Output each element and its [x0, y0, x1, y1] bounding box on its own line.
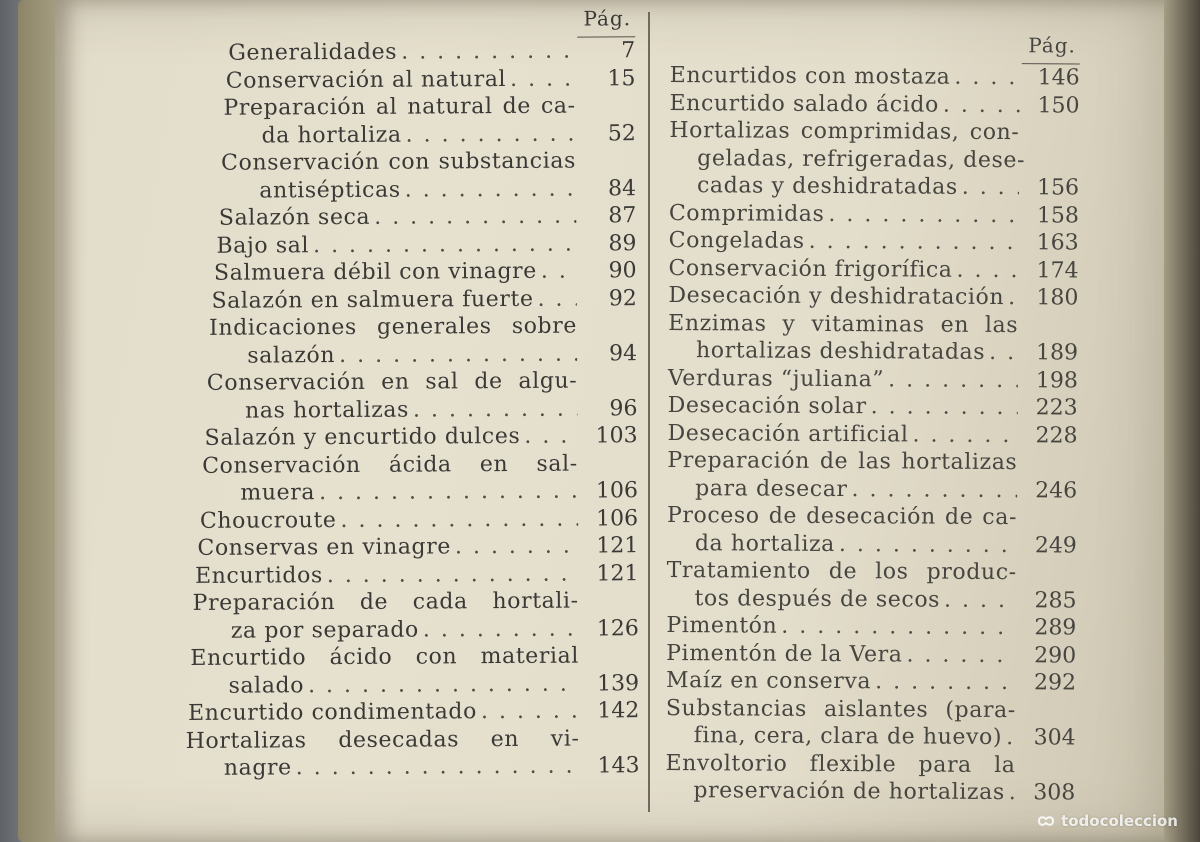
toc-entry-line: [666, 584, 1076, 614]
toc-page-number: 198: [1035, 367, 1078, 393]
toc-entry-title: Preparación de las hortalizas: [667, 447, 1018, 476]
toc-entry-title: Pimentón: [666, 612, 778, 639]
toc-entry-line: [666, 722, 1076, 752]
toc-entry-line: [185, 752, 640, 782]
page-column-header-left: [180, 5, 635, 40]
leader-dots: [524, 423, 577, 451]
leader-dots: [327, 560, 579, 589]
toc-entry-line: [182, 340, 637, 370]
leader-dots: [510, 65, 575, 93]
leader-dots: [956, 256, 1018, 284]
toc-entry-title: Desecación solar: [667, 392, 867, 420]
toc-entry-title: hortalizas deshidratadas: [695, 338, 986, 365]
leader-dots: [374, 203, 576, 232]
leader-dots: [296, 753, 580, 782]
leader-dots: [888, 366, 1018, 394]
watermark: [1037, 812, 1178, 830]
toc-entry-line: [184, 615, 639, 645]
toc-entry-title: Bajo sal: [216, 232, 310, 259]
toc-entry-title: Proceso de desecación de ca-: [666, 502, 1018, 531]
toc-page-number: 84: [608, 175, 637, 201]
toc-entry-line: [667, 502, 1077, 532]
toc-entry-line: [668, 364, 1078, 394]
toc-entry-title: Encurtidos: [194, 562, 323, 589]
toc-entry-line: [669, 117, 1079, 147]
toc-page-number: 106: [596, 505, 639, 531]
toc-page-number: 139: [597, 670, 640, 696]
leader-dots: [989, 339, 1018, 367]
toc-page-number: 121: [596, 533, 639, 559]
toc-entry-title: Maíz en conserva: [665, 667, 872, 695]
toc-page-number: 150: [1037, 92, 1080, 119]
toc-entry-title: Encurtido salado ácido: [669, 90, 939, 118]
toc-page-number: 292: [1033, 670, 1077, 696]
leader-dots: [839, 531, 1017, 560]
toc-entry-title: Salazón seca: [218, 204, 371, 231]
toc-entry-line: [182, 312, 637, 342]
toc-page-number: 189: [1035, 340, 1079, 366]
leader-dots: [944, 586, 1017, 614]
toc-entry-line: [182, 395, 637, 425]
toc-page-number: 52: [607, 120, 636, 146]
toc-entry-line: [183, 532, 638, 562]
toc-page-number: 103: [595, 423, 638, 449]
toc-entry-line: [665, 749, 1075, 779]
leader-dots: [954, 64, 1019, 92]
toc-entry-line: [665, 777, 1075, 807]
toc-entry-title: Salazón y encurtido dulces: [204, 423, 521, 451]
toc-page-number: 89: [608, 230, 637, 256]
toc-entry-line: [181, 202, 636, 232]
toc-entry-title: Salazón en salmuera fuerte: [211, 286, 534, 314]
toc-entry-line: [183, 560, 638, 590]
leader-dots: [1006, 724, 1016, 752]
toc-entry-line: [669, 144, 1079, 174]
toc-column-left: [180, 5, 640, 782]
toc-entry-title: Pimentón de la Vera: [666, 640, 903, 667]
leader-dots: [405, 175, 577, 204]
toc-page-number: 96: [609, 395, 638, 421]
toc-entry-line: [183, 450, 638, 480]
leader-dots: [828, 200, 1019, 229]
toc-entry-title: salado: [228, 672, 305, 699]
toc-entry-title: salazón: [247, 342, 336, 369]
leader-dots: [906, 641, 1016, 669]
toc-page-number: 146: [1037, 65, 1080, 91]
toc-entry-line: [668, 282, 1078, 312]
toc-entry-line: [183, 505, 638, 535]
toc-entry-title: Envoltorio flexible para la: [665, 750, 1016, 778]
toc-entry-title: Conservación frigorífica: [668, 255, 953, 283]
toc-page-number: 158: [1036, 202, 1079, 229]
toc-entry-line: [667, 447, 1077, 477]
toc-entry-line: [182, 257, 637, 287]
toc-entry-title: Indicaciones generales sobre: [209, 313, 578, 341]
toc-entry-line: [181, 230, 636, 260]
leader-dots: [308, 670, 579, 699]
toc-entry-title: Encurtidos con mostaza: [669, 62, 951, 90]
leader-dots: [962, 174, 1019, 202]
toc-page-number: 223: [1035, 395, 1078, 421]
toc-page-number: 7: [621, 38, 636, 64]
toc-entry-title: Salmuera débil con vinagre: [213, 258, 537, 286]
leader-dots: [943, 91, 1020, 119]
page-shadow-right: [1164, 0, 1200, 842]
toc-entry-line: [184, 670, 639, 700]
toc-entry-line: [669, 227, 1079, 257]
toc-entry-title: Enzimas y vitaminas en las: [668, 310, 1019, 338]
toc-entry-title: Congeladas: [668, 227, 805, 254]
toc-entry-title: Desecación artificial: [667, 420, 909, 447]
toc-entry-line: [666, 639, 1076, 669]
toc-page-number: 15: [607, 65, 636, 91]
leader-dots: [912, 421, 1017, 449]
toc-page-number: 126: [596, 615, 639, 641]
toc-entry-line: [182, 285, 637, 315]
leader-dots: [406, 120, 576, 149]
toc-entry-line: [668, 309, 1078, 339]
toc-page-number: 142: [597, 698, 640, 724]
watermark-text: todocoleccion: [1061, 812, 1178, 830]
toc-entry-title: Conservación al natural: [225, 66, 507, 94]
toc-entry-title: Tratamiento de los produc-: [666, 557, 1017, 586]
toc-entry-line: [668, 254, 1078, 284]
toc-entry-title: Preparación de cada hortali-: [192, 588, 579, 616]
toc-entry-title: tos después de secos: [694, 585, 941, 613]
toc-entry-title: Desecación y deshidratación: [668, 282, 1005, 311]
leader-dots: [852, 476, 1018, 505]
toc-entry-line: [184, 642, 639, 672]
toc-entry-line: [666, 667, 1076, 697]
toc-page-number: 121: [596, 560, 639, 586]
toc-page-number: 304: [1033, 725, 1076, 751]
leader-dots: [339, 340, 577, 369]
leader-dots: [340, 505, 578, 534]
leader-dots: [1008, 284, 1018, 312]
toc-entry-title: Comprimidas: [668, 200, 825, 227]
toc-entry-line: [183, 477, 638, 507]
toc-entry-line: [670, 62, 1080, 92]
toc-page-number: 94: [609, 340, 638, 366]
toc-entry-line: [667, 474, 1077, 504]
toc-entries-right: [665, 62, 1080, 807]
leader-dots: [541, 258, 577, 286]
leader-dots: [401, 38, 575, 67]
watermark-logo-icon: [1037, 814, 1055, 828]
toc-entry-title: Hortalizas comprimidas, con-: [669, 117, 1020, 146]
page-header-label: Pág.: [1022, 32, 1080, 64]
leader-dots: [455, 533, 579, 561]
toc-entry-line: [181, 120, 636, 150]
toc-entry-line: [184, 587, 639, 617]
toc-entry-title: Substancias aislantes (para-: [665, 695, 1016, 723]
leader-dots: [423, 615, 579, 643]
toc-entry-line: [666, 694, 1076, 724]
toc-page-number: 163: [1036, 230, 1079, 256]
toc-entry-line: [184, 697, 639, 727]
toc-page-number: 249: [1034, 532, 1077, 558]
page-header-label: Pág.: [577, 5, 635, 37]
leader-dots: [319, 478, 578, 507]
toc-entry-title: cadas y deshidratadas: [696, 173, 958, 200]
toc-page-number: 174: [1036, 257, 1079, 283]
toc-entry-line: [666, 612, 1076, 642]
toc-page-number: 285: [1034, 587, 1077, 613]
toc-entry-title: Hortalizas desecadas en vi-: [185, 726, 580, 754]
toc-entry-line: [668, 337, 1078, 367]
toc-page-number: 308: [1033, 780, 1076, 806]
toc-page-number: 106: [595, 478, 639, 504]
toc-entry-title: za por separado: [230, 617, 419, 644]
toc-page-number: 289: [1034, 615, 1077, 641]
toc-page-number: 87: [608, 203, 637, 229]
toc-entry-title: antisépticas: [259, 177, 401, 204]
toc-entry-title: Verduras “juliana”: [667, 365, 885, 392]
toc-entry-title: Conservación ácida en sal-: [202, 451, 578, 479]
toc-entry-line: [669, 199, 1079, 229]
leader-dots: [875, 668, 1016, 696]
toc-entry-title: Generalidades: [228, 39, 398, 66]
toc-entry-line: [180, 37, 635, 67]
leader-dots: [781, 613, 1016, 642]
toc-entry-line: [667, 557, 1077, 587]
toc-entry-line: [667, 529, 1077, 559]
leader-dots: [809, 228, 1019, 257]
leader-dots: [481, 698, 580, 726]
toc-entry-title: nagre: [223, 755, 292, 781]
toc-page-number: 156: [1036, 175, 1080, 201]
page-column-header-right: [670, 30, 1080, 65]
toc-page-number: 180: [1036, 285, 1079, 311]
toc-entry-line: [669, 172, 1079, 202]
toc-entries-left: [180, 37, 640, 782]
toc-entry-title: Conservación en sal de algu-: [206, 368, 578, 396]
toc-entry-title: Conservación con substancias: [221, 148, 577, 176]
toc-entry-line: [668, 392, 1078, 422]
toc-page-number: 143: [597, 753, 640, 779]
toc-entry-title: Encurtido condimentado: [188, 699, 478, 726]
toc-page-number: 290: [1034, 642, 1077, 668]
toc-entry-line: [181, 92, 636, 122]
column-divider: [648, 12, 650, 812]
toc-entry-line: [667, 419, 1077, 449]
toc-entry-line: [180, 65, 635, 95]
toc-page-number: 246: [1035, 477, 1078, 503]
toc-entry-title: da hortaliza: [694, 530, 836, 557]
leader-dots: [1009, 779, 1016, 807]
leader-dots: [871, 393, 1018, 421]
toc-entry-title: Choucroute: [199, 507, 337, 534]
toc-entry-title: da hortaliza: [261, 122, 402, 149]
leader-dots: [537, 285, 576, 313]
toc-entry-title: geladas, refrigeradas, dese-: [697, 145, 1026, 173]
toc-entry-line: [669, 89, 1079, 119]
toc-entry-title: para desecar: [695, 475, 848, 502]
leader-dots: [313, 230, 577, 259]
toc-entry-title: muera: [240, 480, 316, 506]
toc-page-number: 228: [1035, 422, 1078, 448]
toc-entry-title: nas hortalizas: [244, 397, 410, 424]
leader-dots: [413, 395, 578, 424]
toc-entry-title: Encurtido ácido con material: [190, 643, 580, 671]
toc-entry-line: [184, 725, 639, 755]
toc-entry-line: [182, 367, 637, 397]
toc-entry-line: [183, 422, 638, 452]
toc-page-number: 92: [608, 285, 637, 311]
toc-entry-title: Preparación al natural de ca-: [223, 93, 576, 121]
toc-entry-line: [181, 175, 636, 205]
toc-entry-title: preservación de hortalizas: [693, 778, 1005, 806]
toc-entry-line: [181, 147, 636, 177]
toc-page-number: 90: [608, 258, 637, 284]
toc-entry-title: fina, cera, clara de huevo): [693, 723, 1003, 751]
toc-column-right: [665, 30, 1080, 807]
toc-entry-title: Conservas en vinagre: [197, 534, 452, 561]
